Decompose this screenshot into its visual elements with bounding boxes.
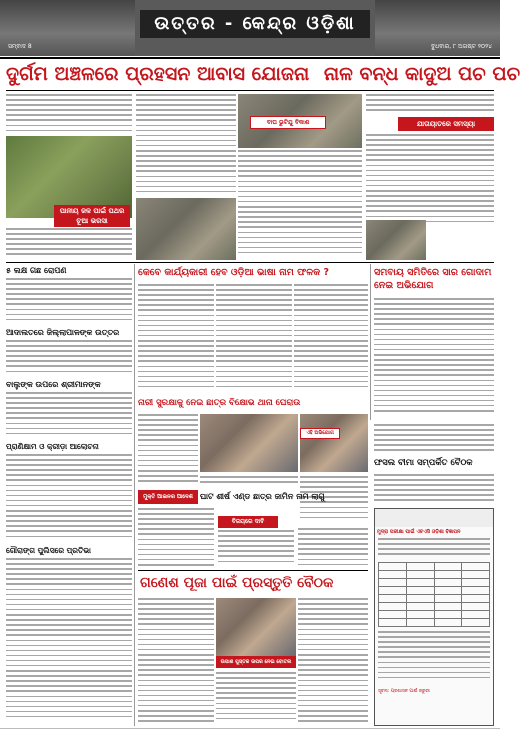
ganesh-story-col-3	[298, 598, 368, 726]
lead-photo-village	[136, 198, 236, 260]
left-story-1-headline: ୫ ଲକ୍ଷ ଗଛ ରୋପଣ	[6, 266, 67, 275]
notice-ad-text	[375, 537, 493, 561]
left-story-5-text	[6, 558, 132, 724]
lead-photo-caption: ପାନୀୟ ଜଳ ପାଇଁ ପଥର ଚୂଆ ଭରସା	[54, 205, 130, 227]
lead-text-left	[6, 228, 132, 260]
section-title: ଉତ୍ତର - କେନ୍ଦ୍ର ଓଡ଼ିଶା	[140, 10, 370, 38]
lead-sidebar-label: ଯାତାୟାତରେ ସମସ୍ୟା	[398, 117, 494, 131]
notice-ad-box	[374, 508, 494, 726]
meeting-text	[374, 474, 494, 504]
mid-story-col-1	[138, 508, 214, 568]
right-small-tag: ଏହି ଅଭିଯୋଗ	[300, 428, 340, 439]
ganesh-story-col-2	[216, 672, 296, 726]
ganesh-headline: ଗଣେଶ ପୂଜା ପାଇଁ ପ୍ରସ୍ତୁତି ବୈଠକ	[140, 575, 334, 591]
language-story-col-1	[138, 284, 214, 394]
lead-sidebar-text	[366, 134, 494, 230]
issue-date: ବୁଧବାର, ୮ ଅଗଷ୍ଟ ୨୦୨୪	[430, 43, 492, 50]
women-story-headline: ନାରୀ ସୁରକ୍ଷାକୁ ନେଇ ଛାତ୍ର ବିକ୍ଷୋଭ ଥାନା ଘେରାଉ	[138, 398, 301, 408]
mid-story-red-label: ବିଜୟରେ ଦାବି	[218, 516, 278, 528]
lead-headline	[6, 62, 520, 88]
lead-headline-second: ନାଳ ବନ୍ଧ କାଦୁଅ ପଚ ପଚ	[323, 63, 520, 85]
meeting-headline: ଫସଲ ବୀମା ସମ୍ପର୍କିତ ବୈଠକ	[374, 458, 473, 468]
masthead-rule	[0, 57, 500, 59]
lead-bottom-rule	[6, 262, 494, 263]
lead-text-intro	[6, 94, 132, 134]
ganesh-photo	[216, 598, 296, 656]
left-story-5-headline: ଗୌରାଙ୍ଗ ପୁଲିସରେ ପ୍ରତିଭା	[6, 546, 91, 555]
notice-ad-table	[375, 561, 493, 628]
lead-inset-label: ବାଘ ଭୁଟିଯୁ ବିକାଶ	[250, 116, 326, 129]
left-story-2-headline: ଆଦାଲତରେ ଜିଲ୍ଲାପାଳଙ୍କ ଉତ୍ତର	[6, 328, 120, 337]
lead-text-right	[238, 150, 362, 260]
notice-ad-masthead	[375, 509, 493, 527]
ganesh-top-rule	[138, 570, 368, 571]
left-story-2-text	[6, 340, 132, 376]
samiti-story-text-cont	[374, 424, 494, 454]
lead-sidebar-text-top	[366, 94, 494, 118]
headline-rule	[6, 90, 494, 91]
notice-ad-heading: ମୁଦ୍ରା ପରୀକ୍ଷା ପାଇଁ ଏଚଏସି ଓଡ଼ିଶା ବିଜ୍ଞାପନ	[377, 529, 461, 535]
notice-ad-footnote: ସୂଚନା: ପ୍ରଶାସନ ପାଇଁ ଜରୁରୀ	[378, 689, 430, 694]
notice-ad-footer-text	[375, 628, 493, 688]
left-story-4-text	[6, 454, 132, 544]
ganesh-story-col-1	[138, 598, 214, 726]
right-small-photo	[300, 414, 368, 472]
left-story-1-text	[6, 278, 132, 326]
women-story-photo	[200, 414, 298, 472]
lead-text-middle	[136, 94, 236, 196]
page-number: ସମ୍ବାଦ 8	[8, 43, 32, 50]
samiti-story-text	[374, 298, 494, 420]
page-bottom-rule	[0, 728, 500, 729]
mid-story-headline: ଘାଟ ଶୀର୍ଷ ଏଣ୍ଡ ଛାତ୍ର ଜାମିନ ନାମ ଲାଗୁ	[200, 492, 325, 501]
mid-story-badge: ମୁକ୍ତି ଆଇନର ଆଦେଶ	[138, 490, 198, 504]
dateline	[8, 43, 492, 54]
left-story-3-text	[6, 392, 132, 440]
mid-story-col-2	[218, 530, 294, 568]
left-story-4-headline: ପ୍ରାଣିକ୍ଷାମ ଓ କ୍ରୀଡ଼ା ଆଲୋଚନା	[6, 442, 99, 451]
column-divider-right	[370, 264, 371, 420]
lead-sidebar-photo	[366, 220, 426, 260]
women-story-text	[138, 414, 198, 486]
mid-story-col-3	[298, 528, 368, 568]
column-divider-left	[134, 264, 135, 726]
language-story-col-2	[216, 284, 292, 394]
samiti-story-headline: ସମବାୟ ସମିତିରେ ସାର ଗୋଦାମ ନେଇ ଅଭିଯୋଗ	[374, 267, 492, 291]
ganesh-photo-caption: ଉପାଶ ପୁସ୍ତକ ଉପର ନେଇ ବୋତଲ	[216, 656, 296, 668]
left-story-3-headline: ବାଲୁଙ୍କ ଉପରେ ଶ୍ରୀମାନଙ୍କ	[6, 380, 101, 389]
lead-headline-main: ଦୁର୍ଗମ ଅଞ୍ଚଳରେ ପ୍ରହସନ ଆବାସ ଯୋଜନା	[6, 63, 310, 85]
women-photo-caption	[200, 476, 298, 490]
language-story-headline: କେବେ କାର୍ଯ୍ୟକାରୀ ହେବ ଓଡ଼ିଆ ଭାଷା ନାମ ଫଳକ ?	[138, 267, 329, 278]
language-story-col-3	[294, 284, 368, 394]
